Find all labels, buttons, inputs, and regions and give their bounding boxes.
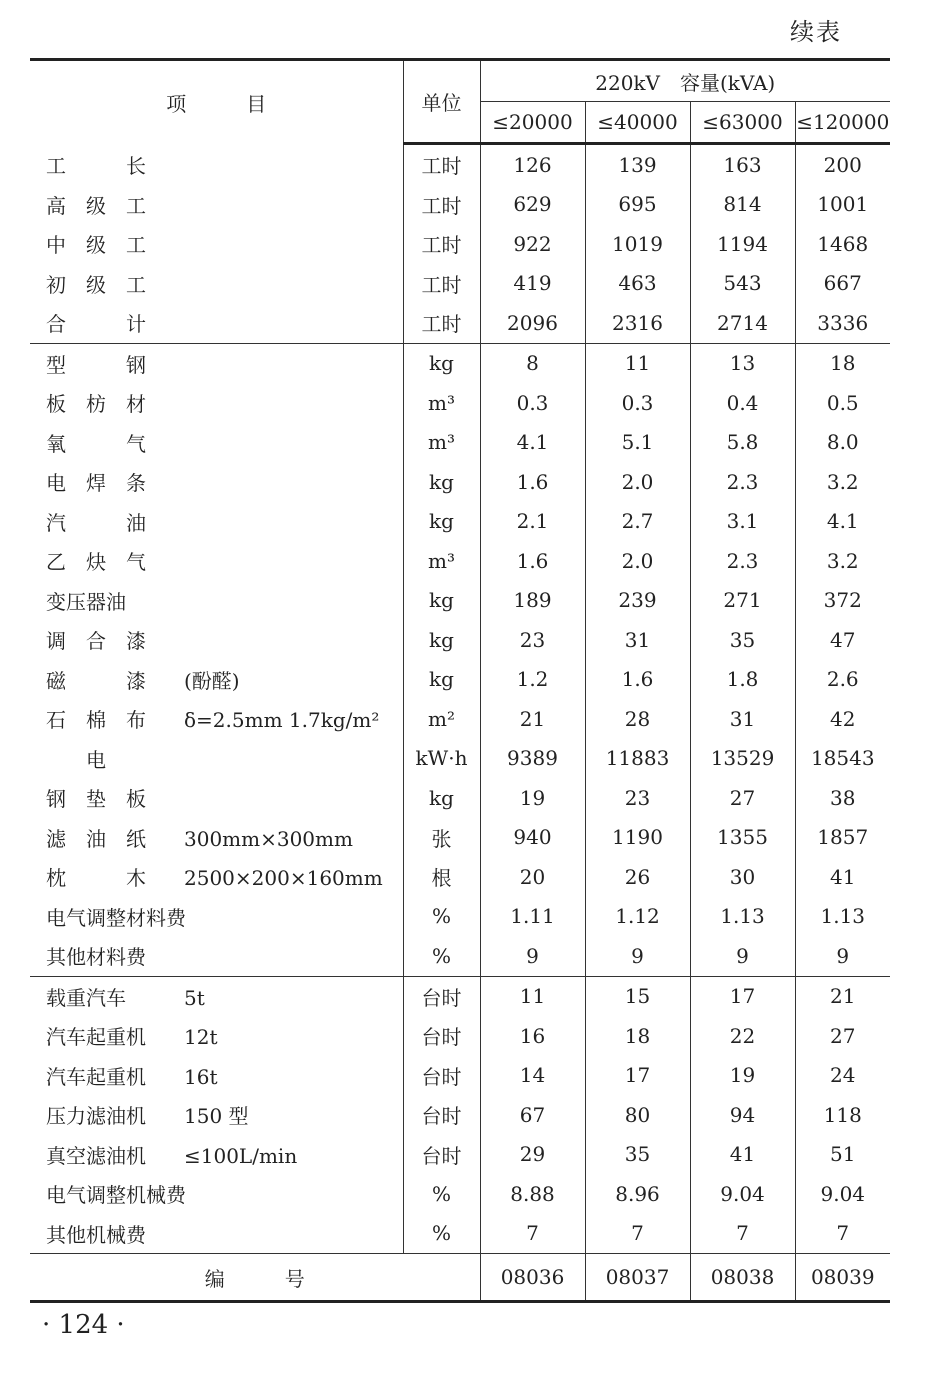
table-row	[30, 818, 890, 858]
value-cell: 0.4	[690, 383, 795, 423]
value-cell: 0.5	[795, 383, 890, 423]
table-row	[30, 660, 890, 700]
value-cell: 19	[690, 1056, 795, 1096]
value-cell: 1194	[690, 224, 795, 264]
unit-cell: 工时	[403, 224, 480, 264]
value-cell: 17	[585, 1056, 690, 1096]
value-cell: 67	[480, 1095, 585, 1135]
item-name: 板 枋 材	[46, 392, 146, 417]
value-cell: 1.6	[585, 660, 690, 700]
unit-cell: 工时	[403, 264, 480, 304]
table-row	[30, 1056, 890, 1096]
value-cell: 8.88	[480, 1174, 585, 1214]
table-row	[30, 778, 890, 818]
table-row	[30, 144, 890, 185]
table-row	[30, 620, 890, 660]
value-cell: 29	[480, 1135, 585, 1175]
value-cell: 1.6	[480, 462, 585, 502]
value-cell: 27	[795, 1016, 890, 1056]
item-spec: (酚醛)	[184, 668, 240, 693]
value-cell: 2.7	[585, 502, 690, 542]
unit-cell: 台时	[403, 1056, 480, 1096]
value-cell: 18	[585, 1016, 690, 1056]
value-cell: 80	[585, 1095, 690, 1135]
value-cell: 4.1	[480, 423, 585, 463]
value-cell: 940	[480, 818, 585, 858]
value-cell: 2096	[480, 303, 585, 343]
item-name: 汽 油	[46, 510, 146, 535]
value-cell: 695	[585, 185, 690, 225]
item-name: 汽车起重机	[46, 1025, 146, 1050]
code-cell: 08037	[585, 1254, 690, 1302]
item-name: 电气调整机械费	[46, 1183, 186, 1208]
value-cell: 814	[690, 185, 795, 225]
value-cell: 21	[795, 976, 890, 1016]
header-col-4: ≤120000	[795, 102, 890, 144]
item-spec: 12t	[184, 1025, 218, 1050]
table-row	[30, 541, 890, 581]
value-cell: 2.1	[480, 502, 585, 542]
item-name: 乙 炔 气	[46, 550, 146, 575]
value-cell: 1001	[795, 185, 890, 225]
unit-cell: kg	[403, 660, 480, 700]
item-name: 合 计	[46, 312, 146, 337]
value-cell: 11	[480, 976, 585, 1016]
item-name: 载重汽车	[46, 985, 126, 1010]
unit-cell: kg	[403, 343, 480, 383]
unit-cell: m²	[403, 699, 480, 739]
value-cell: 11	[585, 343, 690, 383]
item-spec: 16t	[184, 1064, 218, 1089]
value-cell: 35	[585, 1135, 690, 1175]
unit-cell: kW·h	[403, 739, 480, 779]
unit-cell: 张	[403, 818, 480, 858]
value-cell: 2.3	[690, 462, 795, 502]
value-cell: 21	[480, 699, 585, 739]
table-row	[30, 699, 890, 739]
unit-cell: kg	[403, 620, 480, 660]
unit-cell: 工时	[403, 185, 480, 225]
item-name: 初 级 工	[46, 272, 146, 297]
value-cell: 543	[690, 264, 795, 304]
table-row	[30, 1174, 890, 1214]
item-name: 汽车起重机	[46, 1064, 146, 1089]
item-name: 电	[46, 747, 106, 772]
value-cell: 1019	[585, 224, 690, 264]
value-cell: 8.0	[795, 423, 890, 463]
value-cell: 8	[480, 343, 585, 383]
value-cell: 1.12	[585, 897, 690, 937]
value-cell: 9	[690, 936, 795, 976]
value-cell: 2.0	[585, 541, 690, 581]
table-row	[30, 976, 890, 1016]
item-name: 滤 油 纸	[46, 826, 146, 851]
page-number: · 124 ·	[42, 1310, 125, 1340]
item-spec: 300mm×300mm	[184, 826, 353, 851]
value-cell: 19	[480, 778, 585, 818]
value-cell: 1.8	[690, 660, 795, 700]
value-cell: 9	[795, 936, 890, 976]
item-name: 型 钢	[46, 352, 146, 377]
value-cell: 24	[795, 1056, 890, 1096]
table-row	[30, 383, 890, 423]
value-cell: 51	[795, 1135, 890, 1175]
quota-table	[30, 58, 890, 1303]
value-cell: 419	[480, 264, 585, 304]
value-cell: 239	[585, 581, 690, 621]
value-cell: 7	[585, 1214, 690, 1254]
value-cell: 9	[480, 936, 585, 976]
value-cell: 20	[480, 857, 585, 897]
value-cell: 23	[585, 778, 690, 818]
table-row	[30, 423, 890, 463]
table-row	[30, 581, 890, 621]
item-name: 变压器油	[46, 589, 126, 614]
value-cell: 1468	[795, 224, 890, 264]
value-cell: 372	[795, 581, 890, 621]
unit-cell: %	[403, 936, 480, 976]
value-cell: 9.04	[690, 1174, 795, 1214]
value-cell: 8.96	[585, 1174, 690, 1214]
header-col-3: ≤63000	[690, 102, 795, 144]
table-row	[30, 897, 890, 937]
item-name: 中 级 工	[46, 233, 146, 258]
item-name: 其他机械费	[46, 1222, 146, 1247]
value-cell: 2714	[690, 303, 795, 343]
value-cell: 139	[585, 144, 690, 185]
unit-cell: m³	[403, 383, 480, 423]
value-cell: 1.2	[480, 660, 585, 700]
unit-cell: kg	[403, 581, 480, 621]
unit-cell: kg	[403, 502, 480, 542]
code-cell: 08038	[690, 1254, 795, 1302]
header-capacity-group: 220kV 容量(kVA)	[480, 60, 890, 102]
item-name: 其他材料费	[46, 945, 146, 970]
value-cell: 1857	[795, 818, 890, 858]
unit-cell: kg	[403, 778, 480, 818]
value-cell: 41	[795, 857, 890, 897]
value-cell: 31	[690, 699, 795, 739]
unit-cell: m³	[403, 423, 480, 463]
table-row	[30, 1095, 890, 1135]
item-name: 电气调整材料费	[46, 905, 186, 930]
value-cell: 463	[585, 264, 690, 304]
unit-cell: 台时	[403, 1135, 480, 1175]
value-cell: 22	[690, 1016, 795, 1056]
code-label: 编 号	[30, 1254, 480, 1302]
table-row	[30, 857, 890, 897]
value-cell: 7	[690, 1214, 795, 1254]
value-cell: 7	[795, 1214, 890, 1254]
header-col-1: ≤20000	[480, 102, 585, 144]
table-row	[30, 936, 890, 976]
unit-cell: %	[403, 897, 480, 937]
value-cell: 15	[585, 976, 690, 1016]
value-cell: 94	[690, 1095, 795, 1135]
value-cell: 1.13	[795, 897, 890, 937]
value-cell: 3336	[795, 303, 890, 343]
unit-cell: m³	[403, 541, 480, 581]
header-item: 项 目	[30, 60, 403, 144]
value-cell: 3.1	[690, 502, 795, 542]
value-cell: 11883	[585, 739, 690, 779]
header-unit: 单位	[403, 60, 480, 144]
value-cell: 1.11	[480, 897, 585, 937]
value-cell: 41	[690, 1135, 795, 1175]
item-name: 工 长	[46, 153, 146, 178]
item-name: 电 焊 条	[46, 471, 146, 496]
item-spec: 2500×200×160mm	[184, 866, 383, 891]
value-cell: 2316	[585, 303, 690, 343]
value-cell: 1190	[585, 818, 690, 858]
code-cell: 08036	[480, 1254, 585, 1302]
value-cell: 17	[690, 976, 795, 1016]
value-cell: 9.04	[795, 1174, 890, 1214]
item-name: 压力滤油机	[46, 1104, 146, 1129]
unit-cell: 台时	[403, 976, 480, 1016]
value-cell: 27	[690, 778, 795, 818]
value-cell: 16	[480, 1016, 585, 1056]
table-row	[30, 343, 890, 383]
table-row	[30, 739, 890, 779]
unit-cell: kg	[403, 462, 480, 502]
table-row	[30, 264, 890, 304]
item-name: 磁 漆	[46, 668, 146, 693]
unit-cell: 台时	[403, 1016, 480, 1056]
value-cell: 18	[795, 343, 890, 383]
table-row	[30, 1016, 890, 1056]
item-name: 高 级 工	[46, 193, 146, 218]
item-name: 真空滤油机	[46, 1143, 146, 1168]
value-cell: 629	[480, 185, 585, 225]
continued-label: 续表	[790, 18, 842, 46]
table-row	[30, 502, 890, 542]
value-cell: 35	[690, 620, 795, 660]
item-spec: δ=2.5mm 1.7kg/m²	[184, 708, 380, 733]
table-row	[30, 185, 890, 225]
unit-cell: 台时	[403, 1095, 480, 1135]
value-cell: 26	[585, 857, 690, 897]
value-cell: 4.1	[795, 502, 890, 542]
value-cell: 23	[480, 620, 585, 660]
value-cell: 2.3	[690, 541, 795, 581]
item-name: 石 棉 布	[46, 708, 146, 733]
value-cell: 7	[480, 1214, 585, 1254]
value-cell: 18543	[795, 739, 890, 779]
code-row	[30, 1254, 890, 1302]
value-cell: 3.2	[795, 462, 890, 502]
value-cell: 163	[690, 144, 795, 185]
unit-cell: 根	[403, 857, 480, 897]
value-cell: 5.1	[585, 423, 690, 463]
item-spec: ≤100L/min	[184, 1143, 298, 1168]
code-cell: 08039	[795, 1254, 890, 1302]
value-cell: 1.6	[480, 541, 585, 581]
table-row	[30, 1214, 890, 1254]
value-cell: 5.8	[690, 423, 795, 463]
value-cell: 0.3	[585, 383, 690, 423]
value-cell: 30	[690, 857, 795, 897]
value-cell: 126	[480, 144, 585, 185]
value-cell: 2.6	[795, 660, 890, 700]
value-cell: 667	[795, 264, 890, 304]
item-spec: 150 型	[184, 1104, 249, 1129]
unit-cell: 工时	[403, 303, 480, 343]
table-row	[30, 303, 890, 343]
value-cell: 200	[795, 144, 890, 185]
header-col-2: ≤40000	[585, 102, 690, 144]
value-cell: 189	[480, 581, 585, 621]
value-cell: 14	[480, 1056, 585, 1096]
table-row	[30, 1135, 890, 1175]
value-cell: 9	[585, 936, 690, 976]
value-cell: 38	[795, 778, 890, 818]
unit-cell: %	[403, 1214, 480, 1254]
value-cell: 3.2	[795, 541, 890, 581]
value-cell: 0.3	[480, 383, 585, 423]
value-cell: 1.13	[690, 897, 795, 937]
value-cell: 13	[690, 343, 795, 383]
value-cell: 922	[480, 224, 585, 264]
value-cell: 13529	[690, 739, 795, 779]
table-row	[30, 462, 890, 502]
value-cell: 271	[690, 581, 795, 621]
value-cell: 118	[795, 1095, 890, 1135]
item-name: 钢 垫 板	[46, 787, 146, 812]
value-cell: 42	[795, 699, 890, 739]
unit-cell: %	[403, 1174, 480, 1214]
value-cell: 9389	[480, 739, 585, 779]
item-spec: 5t	[184, 985, 205, 1010]
item-name: 氧 气	[46, 431, 146, 456]
table-row	[30, 224, 890, 264]
item-name: 枕 木	[46, 866, 146, 891]
value-cell: 28	[585, 699, 690, 739]
value-cell: 1355	[690, 818, 795, 858]
value-cell: 2.0	[585, 462, 690, 502]
value-cell: 31	[585, 620, 690, 660]
unit-cell: 工时	[403, 144, 480, 185]
value-cell: 47	[795, 620, 890, 660]
item-name: 调 合 漆	[46, 629, 146, 654]
